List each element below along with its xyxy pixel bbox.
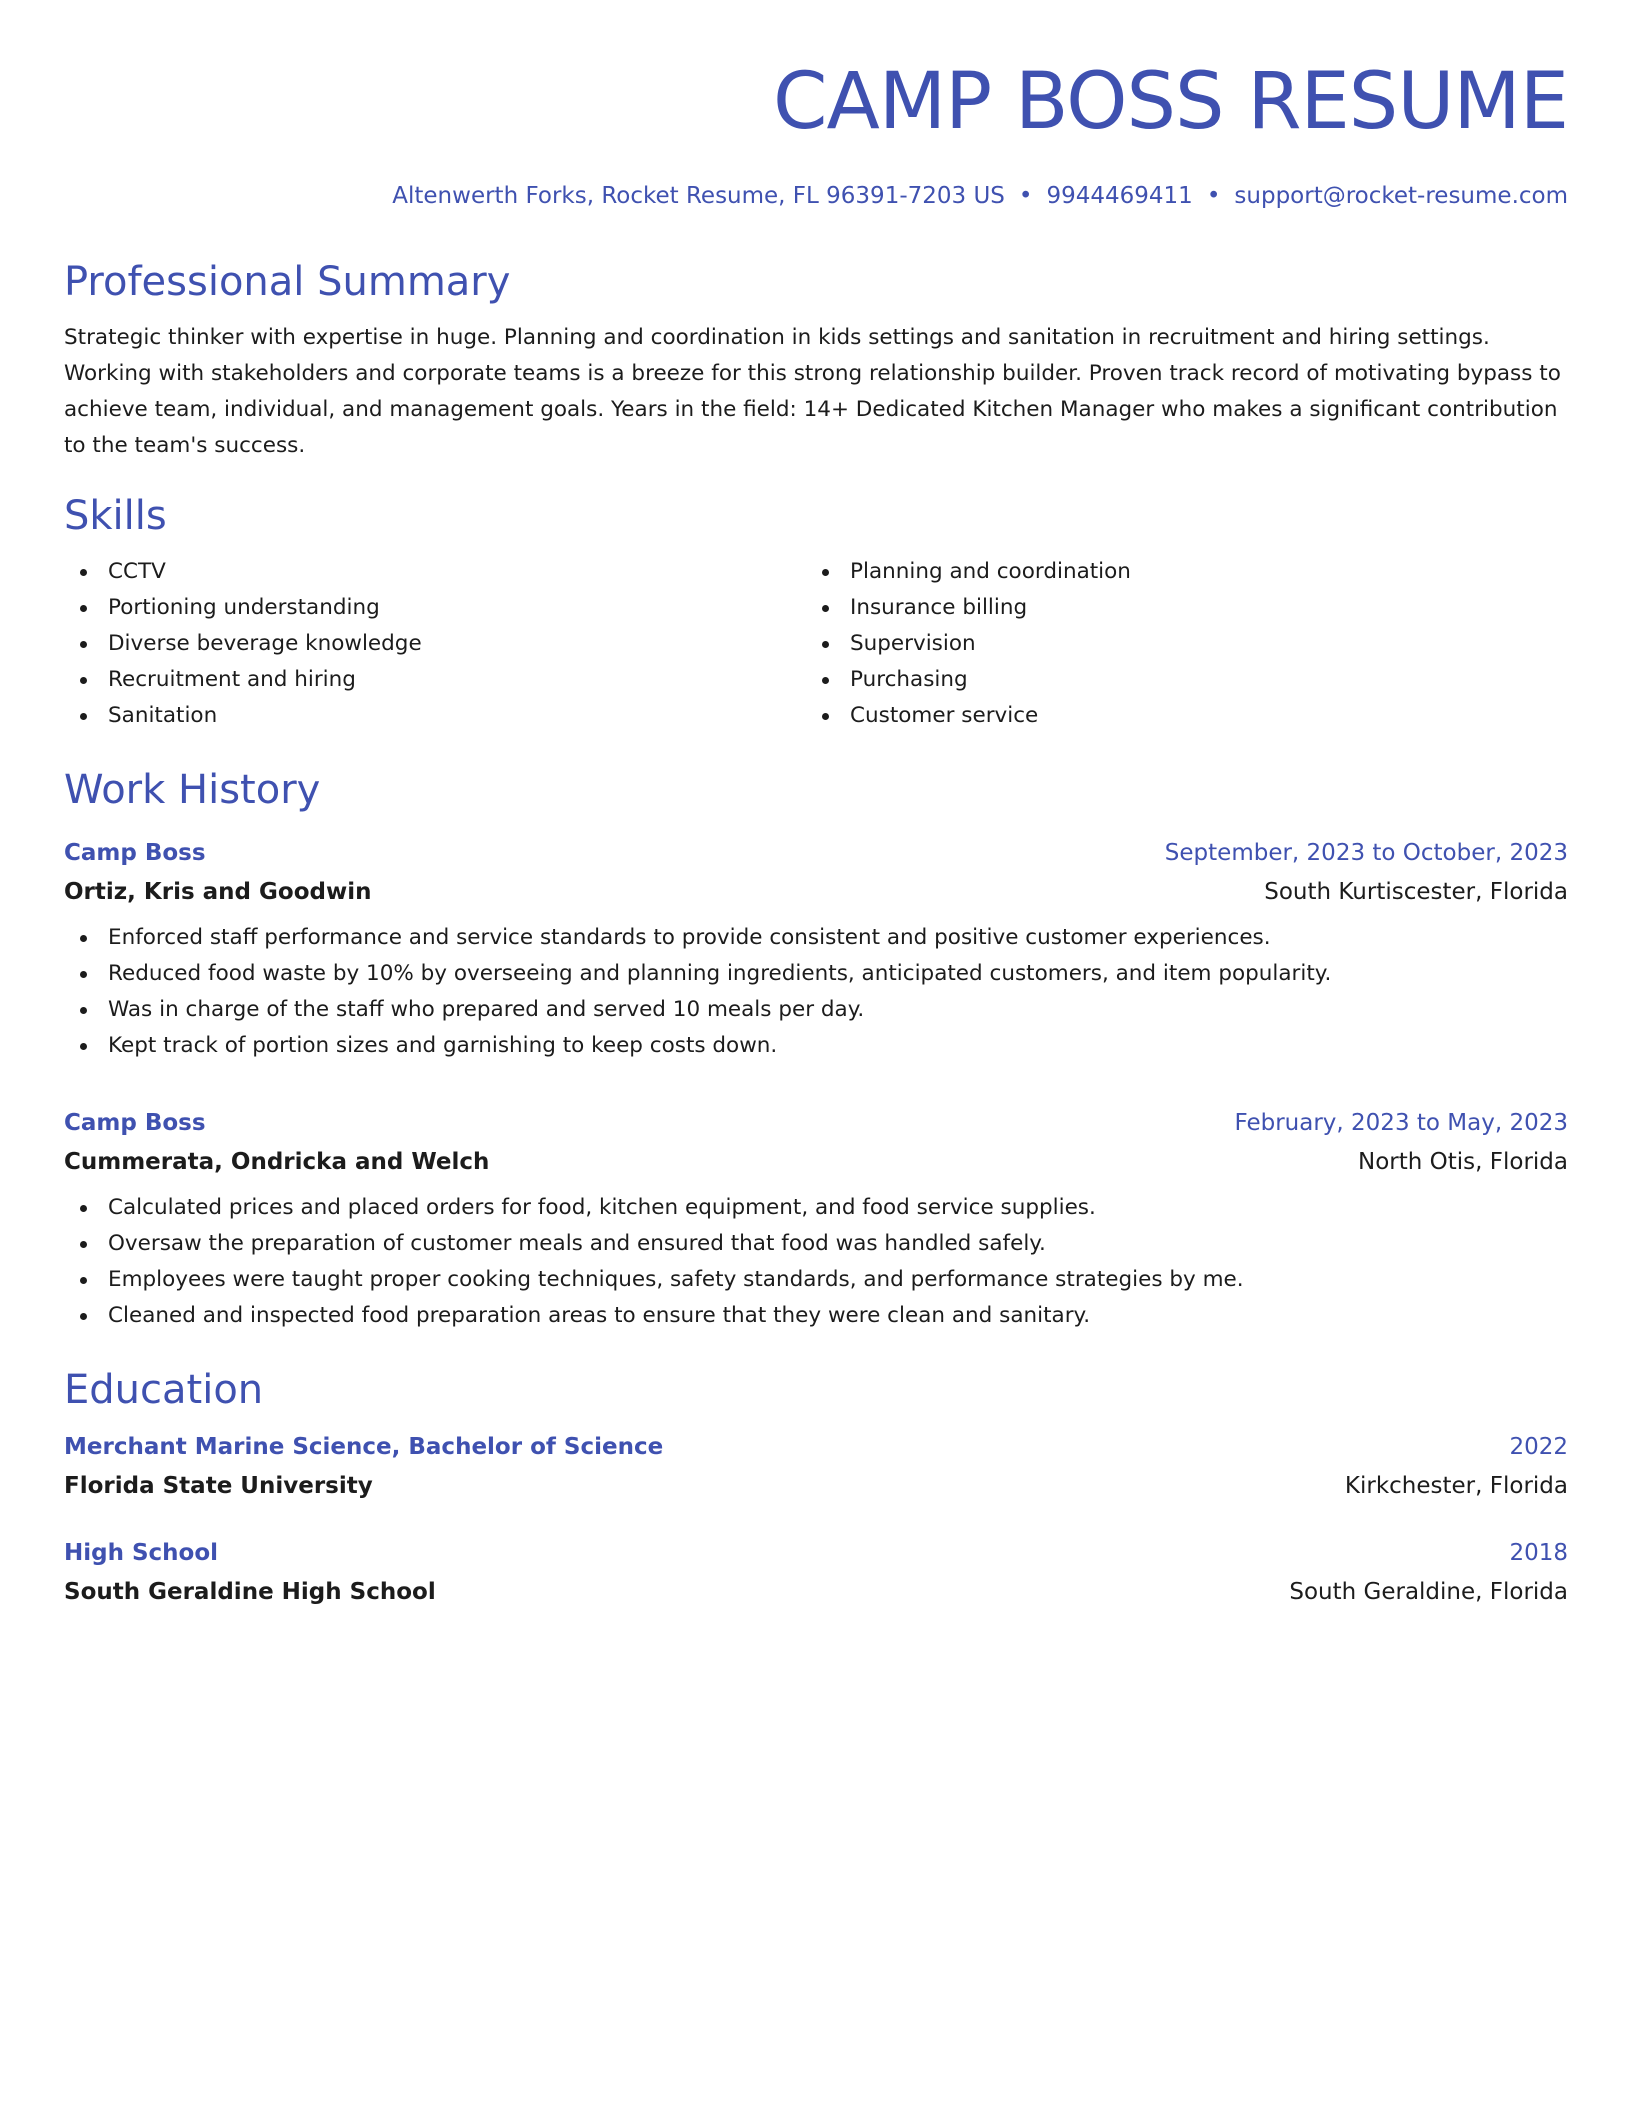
- skill-item: Sanitation: [64, 698, 806, 734]
- job-bullets: [64, 1190, 1568, 1334]
- skill-item: Portioning understanding: [64, 590, 806, 626]
- skill-item: Diverse beverage knowledge: [64, 626, 806, 662]
- skill-item: Customer service: [806, 698, 1548, 734]
- job-location: North Otis, Florida: [1358, 1149, 1568, 1175]
- education-school: Florida State University: [64, 1473, 373, 1499]
- summary-heading: Professional Summary: [64, 259, 511, 305]
- job-bullet: Was in charge of the staff who prepared and served 10 meals per day.: [64, 992, 1568, 1028]
- education-degree: High School: [64, 1540, 219, 1566]
- job-subheader: [64, 1146, 1568, 1178]
- skill-item: CCTV: [64, 554, 806, 590]
- job-title: Camp Boss: [64, 1110, 206, 1136]
- contact-separator: •: [1206, 183, 1221, 209]
- job-bullet: Calculated prices and placed orders for food, kitchen equipment, and food service supplies.: [64, 1190, 1568, 1226]
- job-dates: February, 2023 to May, 2023: [1234, 1110, 1568, 1136]
- skills-list: [64, 554, 1568, 734]
- skill-item: Supervision: [806, 626, 1548, 662]
- job-bullet: Oversaw the preparation of customer meals and ensured that food was handled safely.: [64, 1226, 1568, 1262]
- job-entry: [64, 836, 1568, 1064]
- contact-line: [64, 180, 1568, 212]
- job-company: Cummerata, Ondricka and Welch: [64, 1149, 490, 1175]
- skills-column-right: [806, 554, 1548, 734]
- skill-item: Insurance billing: [806, 590, 1548, 626]
- job-dates: September, 2023 to October, 2023: [1164, 840, 1568, 866]
- education-year: 2018: [1509, 1540, 1568, 1566]
- education-header: [64, 1430, 1568, 1464]
- skills-heading: Skills: [64, 493, 167, 539]
- skills-column-left: [64, 554, 806, 734]
- summary-text: Strategic thinker with expertise in huge. Planning and coordination in kids settings and sanitation in recruitment and hiring settings. Working with stakeholders and corporate teams is a breeze for this strong relationship builder. Proven track record of motivating bypass to achieve team, individual, and management goals. Years in the field: 14+ Dedicated Kitchen Manager who makes a significant contribution to the team's success.: [64, 325, 1561, 458]
- job-bullet: Reduced food waste by 10% by overseeing and planning ingredients, anticipated customers, and item popularity.: [64, 956, 1568, 992]
- job-entry: [64, 1106, 1568, 1334]
- job-company: Ortiz, Kris and Goodwin: [64, 879, 372, 905]
- contact-phone: 9944469411: [1046, 183, 1193, 209]
- work-history-heading: Work History: [64, 767, 321, 813]
- education-heading: Education: [64, 1367, 264, 1413]
- education-subheader: [64, 1470, 1568, 1502]
- job-title: Camp Boss: [64, 840, 206, 866]
- job-header: [64, 836, 1568, 870]
- job-bullet: Kept track of portion sizes and garnishing to keep costs down.: [64, 1028, 1568, 1064]
- education-header: [64, 1536, 1568, 1570]
- education-entry: [64, 1430, 1568, 1502]
- skill-item: Recruitment and hiring: [64, 662, 806, 698]
- education-degree: Merchant Marine Science, Bachelor of Science: [64, 1434, 664, 1460]
- education-subheader: [64, 1576, 1568, 1608]
- education-location: Kirkchester, Florida: [1344, 1473, 1568, 1499]
- education-school: South Geraldine High School: [64, 1579, 436, 1605]
- education-entry: [64, 1536, 1568, 1608]
- job-bullet: Enforced staff performance and service standards to provide consistent and positive customer experiences.: [64, 920, 1568, 956]
- job-bullet: Cleaned and inspected food preparation areas to ensure that they were clean and sanitary.: [64, 1298, 1568, 1334]
- education-location: South Geraldine, Florida: [1289, 1579, 1568, 1605]
- resume-name: CAMP BOSS RESUME: [773, 57, 1568, 147]
- contact-address: Altenwerth Forks, Rocket Resume, FL 96391-7203 US: [392, 183, 1005, 209]
- skill-item: Planning and coordination: [806, 554, 1548, 590]
- resume-page: [64, 0, 1568, 1608]
- contact-separator: •: [1018, 183, 1033, 209]
- job-bullet: Employees were taught proper cooking techniques, safety standards, and performance strategies by me.: [64, 1262, 1568, 1298]
- job-bullets: [64, 920, 1568, 1064]
- job-location: South Kurtiscester, Florida: [1264, 879, 1568, 905]
- contact-email: support@rocket-resume.com: [1234, 183, 1568, 209]
- skill-item: Purchasing: [806, 662, 1548, 698]
- job-header: [64, 1106, 1568, 1140]
- job-subheader: [64, 876, 1568, 908]
- education-year: 2022: [1509, 1434, 1568, 1460]
